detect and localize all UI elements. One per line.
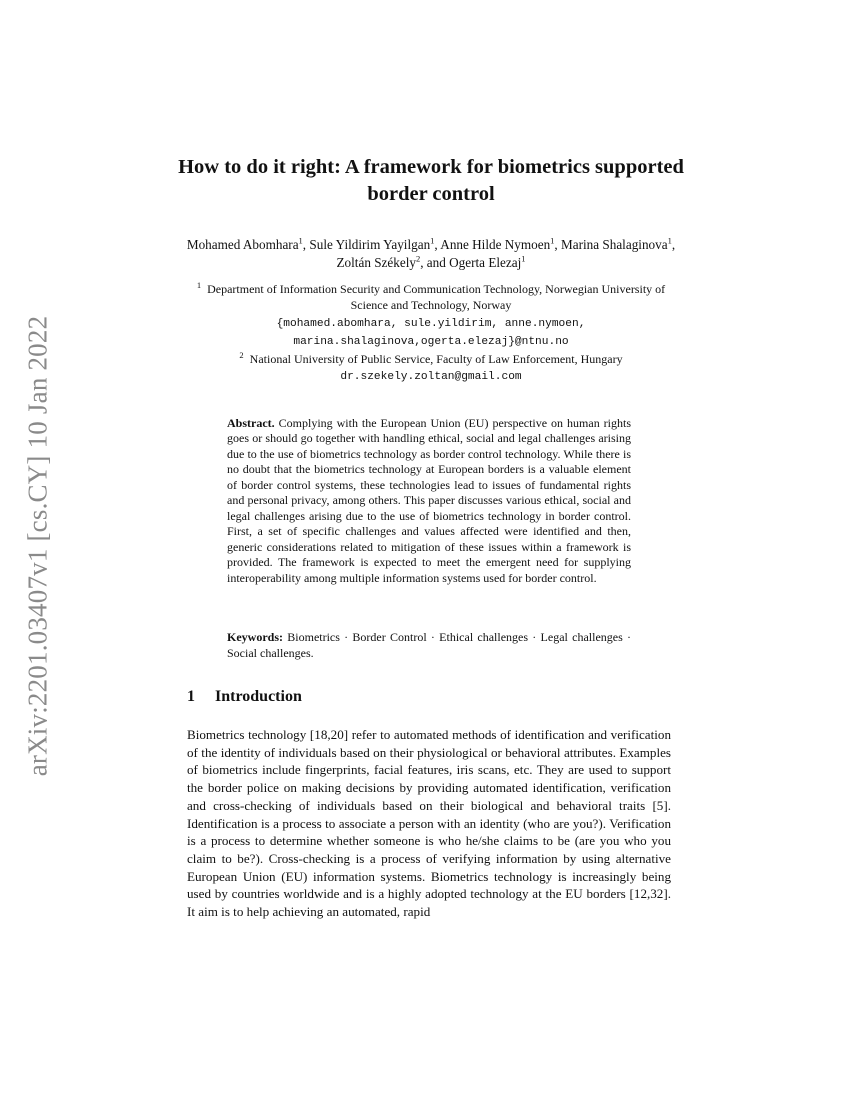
keywords-text: Biometrics · Border Control · Ethical challenges · Legal challenges · Social challenges.	[227, 630, 632, 660]
author-separator: , and	[420, 255, 450, 270]
affiliation-mark: 1	[298, 235, 303, 246]
author-separator: ,	[671, 237, 676, 252]
keywords	[227, 630, 631, 661]
affiliation-mark: 1	[550, 235, 555, 246]
author-name: Sule Yildirim Yayilgan	[309, 237, 431, 252]
author-email: dr.szekely.zoltan@gmail.com	[340, 371, 522, 384]
affiliation-text: Department of Information Security and Communication Technology, Norwegian University of Science and Technology, Norway	[207, 282, 666, 313]
arxiv-identifier: arXiv:2201.03407v1 [cs.CY] 10 Jan 2022	[22, 315, 53, 777]
author-name: Anne Hilde Nymoen	[440, 237, 551, 252]
affiliation-mark: 1	[667, 235, 672, 246]
abstract-label: Abstract.	[227, 416, 275, 430]
affiliation-mark: 1	[521, 253, 526, 264]
author-name: Marina Shalaginova	[561, 237, 668, 252]
section-number: 1	[187, 688, 195, 705]
abstract	[227, 416, 631, 586]
author-name: Mohamed Abomhara	[186, 237, 299, 252]
author-separator: ,	[434, 237, 441, 252]
arxiv-sidebar	[2, 296, 74, 796]
author-separator: ,	[302, 237, 310, 252]
affiliation-2	[190, 351, 672, 386]
author-separator: ,	[554, 237, 562, 252]
author-list	[170, 236, 692, 272]
introduction-paragraph: Biometrics technology [18,20] refer to automated methods of identification and verification of the identity of individuals based on their physiological or behavioral attributes. Examples of biometrics include fingerprints, facial features, iris scans, etc. They are used to support the border police on making decisions by providing automated identification, verification and cross-checking of individuals based on their biological and behavioral traits [5]. Identification is a process to associate a person with an identity (who are you?). Verification is a process to determine whether someone is who he/she claims to be (are you who you claim to be?). Cross-checking is a process of verifying information by using alternative European Union (EU) information systems. Biometrics technology is increasingly being used by countries worldwide and is a highly adopted technology at the EU borders [12,32]. It aim is to help achieving an automated, rapid	[187, 727, 671, 920]
section-heading	[187, 688, 671, 706]
affiliation-mark: 2	[239, 349, 244, 360]
abstract-text: Complying with the European Union (EU) perspective on human rights goes or should go together with handling ethical, social and legal challenges arising due to the use of biometrics technology as border control technology. While there is no doubt that the biometrics technology at European borders is a valuable element of border control systems, these technologies lead to issues of fundamental rights and personal privacy, among others. This paper discusses various ethical, social and legal challenges arising due to the use of biometrics technology in border control. First, a set of specific challenges and values affected were identified and then, generic considerations related to mitigation of these issues within a framework is provided. The framework is expected to meet the emergent need for supplying interoperability among multiple information systems used for border control.	[227, 416, 632, 585]
affiliation-1	[190, 281, 672, 351]
keywords-label: Keywords:	[227, 630, 283, 644]
affiliation-text: National University of Public Service, Faculty of Law Enforcement, Hungary	[249, 351, 623, 366]
paper-title: How to do it right: A framework for biometrics supported border control	[178, 156, 684, 205]
affiliation-mark: 1	[196, 280, 202, 290]
section-title: Introduction	[215, 688, 302, 705]
author-name: Zoltán Székely	[336, 255, 416, 270]
author-name: Ogerta Elezaj	[449, 255, 522, 270]
affiliation-mark: 1	[430, 235, 435, 246]
author-emails: {mohamed.abomhara, sule.yildirim, anne.nymoen, marina.shalaginova,ogerta.elezaj}@ntnu.no	[276, 317, 586, 349]
affiliation-mark: 2	[415, 253, 421, 264]
affiliations	[190, 281, 672, 385]
